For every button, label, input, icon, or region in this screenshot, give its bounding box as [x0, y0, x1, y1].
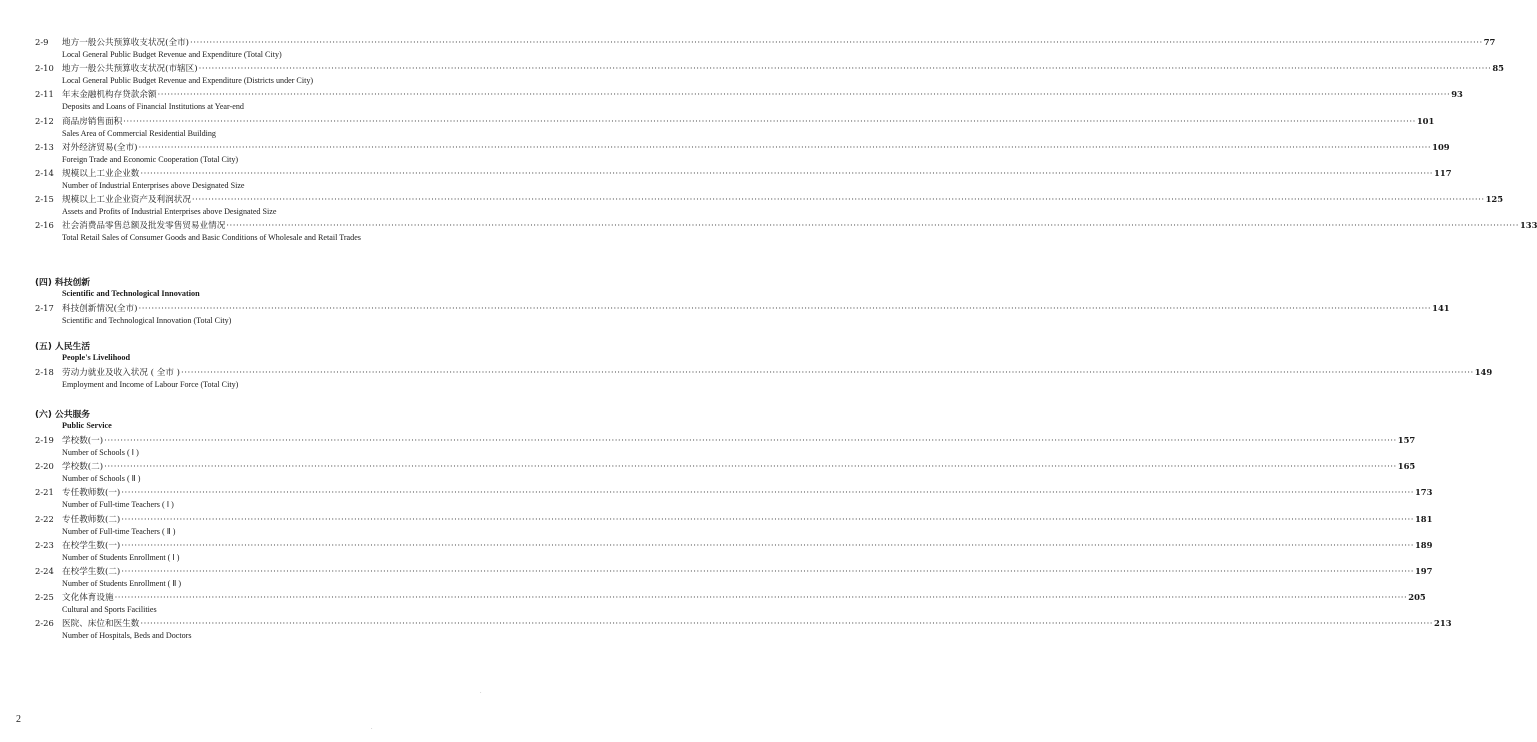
toc-entry[interactable] [0, 219, 1537, 244]
dot-leader: ················································································································································································································································································································································································································ [114, 593, 1408, 604]
dot-leader: ················································································································································································································································································································································································································ [123, 116, 1416, 127]
entry-title-en: Deposits and Loans of Financial Institutions at Year-end [62, 102, 244, 112]
toc-entry[interactable] [0, 565, 1433, 590]
dot-leader: ················································································································································································································································································································································································································ [198, 64, 1492, 75]
entry-title-cn: 学校数(一) [62, 436, 104, 446]
entry-number: 2-23 [35, 539, 54, 550]
toc-entry[interactable] [0, 617, 1452, 642]
entry-title-en: Number of Students Enrollment ( Ⅰ ) [62, 552, 180, 562]
entry-page: 197 [1414, 566, 1433, 576]
entry-title-cn: 文化体育设施 [62, 593, 114, 604]
dot-leader: ················································································································································································································································································································································································································ [121, 540, 1414, 551]
entry-title-cn: 专任教师数(二) [62, 514, 121, 525]
section-heading-en: Public Service [62, 421, 112, 430]
entry-number: 2-20 [35, 461, 54, 472]
dot-leader: ················································································································································································································································································································································································································ [226, 221, 1519, 232]
entry-page: 77 [1483, 37, 1496, 47]
entry-page: 85 [1492, 63, 1504, 74]
entry-page: 133 [1519, 220, 1537, 231]
entry-title-cn: 劳动力就业及收入状况 ( 全市 ) [62, 368, 181, 378]
entry-number: 2-25 [35, 592, 54, 603]
toc-entry[interactable] [0, 460, 1416, 485]
toc-entry[interactable] [0, 115, 1435, 140]
entry-number: 2-16 [35, 220, 54, 231]
entry-title-cn: 社会消费品零售总额及批发零售贸易业情况 [62, 221, 226, 232]
entry-number: 2-17 [35, 303, 54, 313]
entry-number: 2-10 [35, 63, 54, 74]
entry-page: 173 [1414, 487, 1433, 498]
dot-leader: ················································································································································································································································································································································································································ [191, 195, 1485, 206]
entry-number: 2-15 [35, 194, 54, 205]
entry-number: 2-11 [35, 89, 54, 100]
entry-page: 93 [1451, 89, 1463, 100]
toc-entry[interactable] [0, 366, 1493, 391]
toc-entry[interactable] [0, 302, 1450, 327]
section-heading-en: Scientific and Technological Innovation [62, 289, 200, 298]
toc-entry[interactable] [0, 141, 1450, 166]
entry-title-cn: 对外经济贸易(全市) [62, 142, 138, 153]
entry-title-en: Number of Industrial Enterprises above Designated Size [62, 181, 245, 190]
toc-entry[interactable] [0, 434, 1416, 459]
section-heading-cn: (四) 科技创新 [35, 278, 91, 288]
entry-title-cn: 地方一般公共预算收支状况(市辖区) [62, 64, 198, 75]
entry-title-cn: 规模以上工业企业数 [62, 169, 140, 179]
entry-page: 117 [1434, 168, 1452, 178]
entry-title-cn: 地方一般公共预算收支状况(全市) [62, 38, 190, 48]
entry-title-en: Local General Public Budget Revenue and Expenditure (Districts under City) [62, 76, 314, 86]
entry-page: 141 [1432, 303, 1450, 313]
entry-number: 2-21 [35, 487, 54, 498]
toc-entry[interactable] [0, 486, 1433, 511]
entry-page: 165 [1397, 461, 1416, 472]
entry-title-en: Number of Hospitals, Beds and Doctors [62, 631, 192, 641]
toc-entry[interactable] [0, 193, 1504, 218]
toc-entry[interactable] [0, 591, 1426, 616]
dot-leader: ················································································································································································································································································································································································································ [181, 368, 1474, 378]
section-heading-cn: (六) 公共服务 [35, 410, 91, 420]
section-heading-cn: (五) 人民生活 [35, 342, 91, 352]
toc-entry[interactable] [0, 513, 1433, 538]
dot-leader: ················································································································································································································································································································································································································ [104, 462, 1397, 473]
section-heading-en: People's Livelihood [62, 353, 131, 362]
entry-page: 149 [1474, 367, 1493, 377]
entry-page: 101 [1416, 115, 1435, 126]
scan-speck: · [480, 690, 482, 696]
scan-speck: · [371, 726, 373, 732]
entry-page: 157 [1397, 435, 1416, 445]
entry-title-en: Number of Students Enrollment ( Ⅱ ) [62, 579, 182, 588]
entry-page: 205 [1408, 592, 1426, 603]
entry-title-en: Scientific and Technological Innovation (Total City) [62, 316, 232, 325]
entry-page: 181 [1414, 513, 1433, 524]
dot-leader: ················································································································································································································································································································································································································ [121, 488, 1414, 499]
entry-number: 2-12 [35, 115, 54, 126]
entry-number: 2-26 [35, 618, 54, 629]
entry-title-en: Sales Area of Commercial Residential Building [62, 128, 216, 138]
entry-title-en: Local General Public Budget Revenue and Expenditure (Total City) [62, 50, 282, 59]
dot-leader: ················································································································································································································································································································································································································ [121, 514, 1414, 525]
dot-leader: ················································································································································································································································································································································································································ [140, 619, 1434, 630]
dot-leader: ················································································································································································································································································································································································································ [140, 169, 1434, 179]
entry-title-cn: 学校数(二) [62, 462, 104, 473]
entry-title-cn: 在校学生数(二) [62, 567, 121, 577]
entry-title-cn: 年末金融机构存贷款余额 [62, 90, 157, 101]
toc-entry[interactable] [0, 167, 1452, 192]
entry-title-cn: 科技创新情况(全市) [62, 304, 138, 314]
entry-page: 189 [1414, 539, 1433, 550]
entry-title-en: Number of Schools ( Ⅰ ) [62, 448, 139, 457]
entry-title-cn: 在校学生数(一) [62, 540, 121, 551]
toc-entry[interactable] [0, 539, 1433, 564]
entry-number: 2-18 [35, 367, 54, 377]
entry-title-en: Foreign Trade and Economic Cooperation (Total City) [62, 154, 239, 164]
entry-title-en: Number of Full-time Teachers ( Ⅱ ) [62, 526, 176, 536]
entry-title-en: Number of Full-time Teachers ( Ⅰ ) [62, 500, 174, 510]
toc-entry[interactable] [0, 88, 1463, 113]
entry-number: 2-22 [35, 513, 54, 524]
entry-title-en: Employment and Income of Labour Force (Total City) [62, 380, 239, 389]
entry-page: 213 [1434, 618, 1452, 629]
entry-title-cn: 医院、床位和医生数 [62, 619, 140, 630]
entry-title-en: Total Retail Sales of Consumer Goods and Basic Conditions of Wholesale and Retail Trades [62, 233, 361, 243]
entry-number: 2-9 [35, 37, 49, 47]
entry-number: 2-19 [35, 435, 54, 445]
dot-leader: ················································································································································································································································································································································································································ [104, 436, 1397, 446]
entry-page: 125 [1485, 194, 1504, 205]
dot-leader: ················································································································································································································································································································································································································ [190, 38, 1483, 48]
toc-entry[interactable] [0, 36, 1496, 61]
dot-leader: ················································································································································································································································································································································································································ [138, 304, 1432, 314]
entry-title-en: Cultural and Sports Facilities [62, 605, 157, 615]
entry-title-cn: 规模以上工业企业资产及利润状况 [62, 195, 191, 206]
entry-title-en: Number of Schools ( Ⅱ ) [62, 474, 141, 484]
dot-leader: ················································································································································································································································································································································································································ [121, 567, 1414, 577]
entry-title-cn: 商品房销售面积 [62, 116, 123, 127]
entry-page: 109 [1432, 141, 1450, 152]
entry-title-cn: 专任教师数(一) [62, 488, 121, 499]
dot-leader: ················································································································································································································································································································································································································ [157, 90, 1451, 101]
page-number: 2 [16, 714, 21, 725]
toc-entry[interactable] [0, 62, 1504, 87]
entry-number: 2-13 [35, 141, 54, 152]
entry-number: 2-24 [35, 566, 54, 576]
entry-number: 2-14 [35, 168, 54, 178]
entry-title-en: Assets and Profits of Industrial Enterprises above Designated Size [62, 207, 277, 217]
dot-leader: ················································································································································································································································································································································································································ [138, 142, 1432, 153]
